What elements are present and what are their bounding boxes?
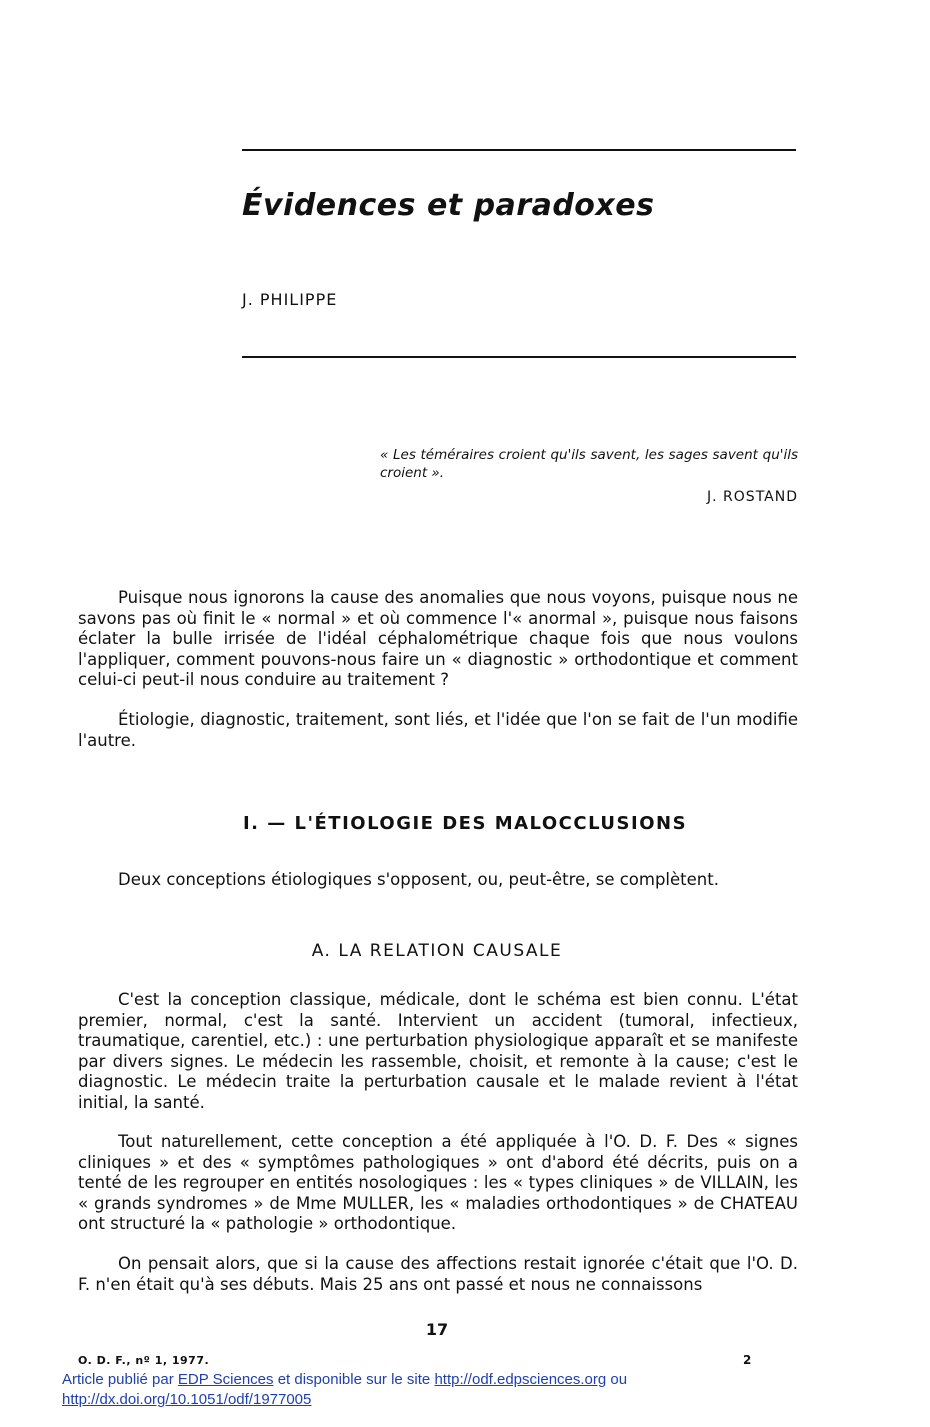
article-author: J. PHILIPPE bbox=[242, 290, 338, 309]
epigraph-author: J. ROSTAND bbox=[707, 489, 798, 505]
page-number: 17 bbox=[425, 1320, 449, 1339]
footer-middle: et disponible sur le site bbox=[277, 1371, 431, 1388]
sheet-number: 2 bbox=[743, 1353, 752, 1367]
journal-site-link[interactable]: http://odf.edpsciences.org bbox=[434, 1371, 607, 1388]
body-paragraph-1: C'est la conception classique, médicale, dont le schéma est bien connu. L'état premier, normal, c'est la santé. Intervient un accident (tumoral, infectieux, traumatique, carentiel, etc.) : une perturbation physiologique apparaît et se manifeste par divers signes. Le médecin les rassemble, choisit, et remonte à la cause; c'est le diagnostic. Le médecin traite la perturbation causale et le malade revient à l'état initial, la santé. bbox=[78, 990, 798, 1112]
epigraph-quote: « Les téméraires croient qu'ils savent, les sages savent qu'ils croient ». bbox=[380, 447, 798, 481]
body-paragraph-2: Tout naturellement, cette conception a été appliquée à l'O. D. F. Des « signes cliniques » et des « symptômes pathologiques » ont d'abord été décrits, puis on a tenté de les regrouper en entités nosologiques : les « types cliniques » de VILLAIN, les « grands syndromes » de Mme MULLER, les « maladies orthodontiques » de CHATEAU ont structuré la « pathologie » orthodontique. bbox=[78, 1132, 798, 1233]
doi-link[interactable]: http://dx.doi.org/10.1051/odf/1977005 bbox=[62, 1391, 312, 1408]
subsection-title: A. LA RELATION CAUSALE bbox=[311, 941, 563, 961]
body-paragraph-3: On pensait alors, que si la cause des affections restait ignorée c'était que l'O. D. F. n'en était qu'à ses débuts. Mais 25 ans ont passé et nous ne connaissons bbox=[78, 1254, 798, 1294]
article-title: Évidences et paradoxes bbox=[242, 188, 655, 223]
intro-paragraph-1: Puisque nous ignorons la cause des anomalies que nous voyons, puisque nous ne savons pas où finit le « normal » et où commence l'« anormal », puisque nous faisons éclater la bulle irrisée de l'idéal céphalométrique chaque fois que nous voulons l'appliquer, comment pouvons-nous faire un « diagnostic » orthodontique et comment celui-ci peut-il nous conduire au traitement ? bbox=[78, 588, 798, 689]
author-rule bbox=[242, 356, 796, 358]
top-rule bbox=[242, 149, 796, 151]
intro-paragraph-2: Étiologie, diagnostic, traitement, sont liés, et l'idée que l'on se fait de l'un modifie l'autre. bbox=[78, 710, 798, 750]
footer-prefix: Article publié par bbox=[62, 1371, 174, 1388]
section-intro: Deux conceptions étiologiques s'opposent, ou, peut-être, se complètent. bbox=[118, 870, 719, 889]
journal-reference: O. D. F., nº 1, 1977. bbox=[78, 1354, 210, 1367]
publisher-footer bbox=[62, 1370, 762, 1410]
section-title: I. — L'ÉTIOLOGIE DES MALOCCLUSIONS bbox=[242, 813, 688, 834]
footer-suffix: ou bbox=[610, 1371, 628, 1388]
edp-sciences-link[interactable]: EDP Sciences bbox=[177, 1371, 274, 1388]
